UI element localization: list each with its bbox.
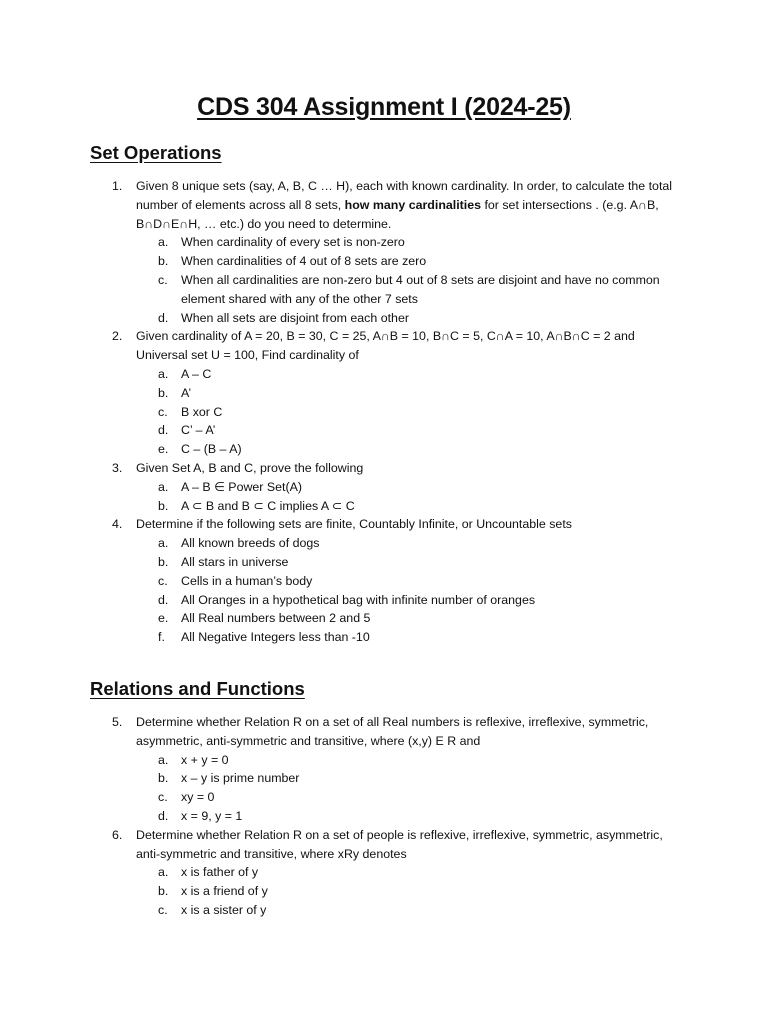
sub-question-text: When all sets are disjoint from each other	[181, 310, 409, 325]
question-text	[136, 329, 635, 362]
sub-question-letter: d.	[158, 310, 169, 325]
sub-question-item	[0, 628, 768, 647]
sub-question-item	[0, 591, 768, 610]
sub-question-letter: a.	[158, 752, 169, 767]
question-text-part: for set intersections . (e.g. A∩B, B∩D∩E∩H, … etc.) do you need to determine.	[136, 197, 659, 231]
question-number: 6.	[112, 827, 123, 842]
sub-question-letter: c.	[158, 790, 168, 805]
sub-question-letter: c.	[158, 272, 168, 287]
sub-question-text: C – (B – A)	[181, 442, 242, 457]
sub-question-letter: a.	[158, 536, 169, 551]
sub-question-text: A ⊂ B and B ⊂ C implies A ⊂ C	[181, 498, 355, 513]
sub-question-item	[0, 403, 768, 422]
sub-question-text: A – B ∈ Power Set(A)	[181, 479, 302, 494]
question-number: 5.	[112, 715, 123, 729]
sub-question-text: A – C	[181, 366, 212, 381]
sub-question-text: x – y is prime number	[181, 771, 300, 786]
sub-question-letter: f.	[158, 630, 165, 645]
question-item	[0, 713, 768, 751]
sub-question-letter: b.	[158, 498, 169, 513]
sub-question-item	[0, 751, 768, 770]
sub-question-item	[0, 384, 768, 403]
sub-question-text: xy = 0	[181, 790, 215, 805]
sub-question-item	[0, 769, 768, 788]
sub-question-letter: a.	[158, 366, 169, 381]
sub-question-text: x is a friend of y	[181, 884, 268, 899]
question-text	[136, 461, 363, 475]
question-list-set-operations	[0, 177, 768, 647]
sub-question-text: When all cardinalities are non-zero but 4 out of 8 sets are disjoint and have no common element shared with any of the other 7 sets	[181, 272, 660, 306]
question-number: 4.	[112, 517, 123, 532]
sub-question-item	[0, 440, 768, 459]
sub-question-letter: a.	[158, 479, 169, 494]
question-text	[136, 517, 572, 531]
sub-question-text: A’	[181, 385, 192, 400]
sub-question-item	[0, 882, 768, 901]
sub-question-letter: d.	[158, 592, 169, 607]
sub-question-item	[0, 233, 768, 252]
sub-question-item	[0, 309, 768, 328]
question-item	[0, 327, 768, 365]
sub-question-letter: c.	[158, 573, 168, 588]
document-title: CDS 304 Assignment I (2024-25)	[197, 93, 571, 121]
sub-question-letter: b.	[158, 554, 169, 569]
sub-question-letter: c.	[158, 902, 168, 917]
sub-question-text: x is a sister of y	[181, 902, 267, 917]
sub-question-item	[0, 553, 768, 572]
question-text	[136, 179, 672, 231]
question-item	[0, 459, 768, 478]
sub-question-letter: a.	[158, 235, 169, 250]
question-text-part: Given Set A, B and C, prove the following	[136, 460, 364, 475]
sub-question-text: When cardinalities of 4 out of 8 sets are zero	[181, 254, 427, 269]
sub-question-item	[0, 252, 768, 271]
question-number: 2.	[112, 329, 123, 344]
question-item	[0, 515, 768, 534]
question-text-part: Given 8 unique sets (say, A, B, C … H), each with known cardinality. In order, to calculate the total number of elements across all 8 sets,	[136, 179, 673, 212]
sub-question-letter: b.	[158, 884, 169, 899]
question-item	[0, 177, 768, 233]
question-text-part: Determine whether Relation R on a set of all Real numbers is reflexive, irreflexive, symmetric, asymmetric, anti-symmetric and transitive, where (x,y) E R and	[136, 715, 649, 748]
question-number: 1.	[112, 179, 123, 193]
question-item	[0, 826, 768, 864]
sub-question-text: Cells in a human’s body	[181, 573, 313, 588]
sub-question-item	[0, 497, 768, 516]
sub-question-text: All stars in universe	[181, 554, 289, 569]
sub-question-letter: b.	[158, 771, 169, 786]
section-heading-set-operations: Set Operations	[90, 142, 222, 163]
question-list-relations-functions	[0, 713, 768, 920]
sub-question-letter: a.	[158, 865, 169, 880]
sub-question-letter: b.	[158, 254, 169, 269]
question-text-emphasis: how many cardinalities	[344, 197, 482, 212]
question-text	[136, 715, 648, 748]
sub-question-letter: e.	[158, 611, 169, 626]
question-text-part: Determine if the following sets are finite, Countably Infinite, or Uncountable sets	[136, 517, 572, 532]
question-number: 3.	[112, 460, 123, 475]
question-text	[136, 828, 663, 861]
sub-question-item	[0, 478, 768, 497]
sub-question-item	[0, 365, 768, 384]
sub-question-item	[0, 534, 768, 553]
sub-question-letter: b.	[158, 385, 169, 400]
sub-question-letter: d.	[158, 808, 169, 823]
section-heading-relations-functions: Relations and Functions	[90, 678, 305, 699]
sub-question-text: C’ – A’	[181, 423, 216, 438]
sub-question-text: All known breeds of dogs	[181, 536, 320, 551]
sub-question-text: x + y = 0	[181, 752, 229, 767]
sub-question-text: All Oranges in a hypothetical bag with infinite number of oranges	[181, 592, 536, 607]
sub-question-letter: e.	[158, 442, 169, 457]
sub-question-item	[0, 572, 768, 591]
sub-question-text: B xor C	[181, 404, 223, 419]
question-text-part: Determine whether Relation R on a set of people is reflexive, irreflexive, symmetric, asymmetric, anti-symmetric and transitive, where xRy denotes	[136, 827, 663, 861]
sub-question-item	[0, 271, 768, 309]
sub-question-text: x = 9, y = 1	[181, 808, 243, 823]
sub-question-letter: d.	[158, 423, 169, 438]
sub-question-item	[0, 788, 768, 807]
sub-question-item	[0, 609, 768, 628]
sub-question-text: All Real numbers between 2 and 5	[181, 611, 371, 626]
sub-question-text: When cardinality of every set is non-zero	[181, 235, 405, 250]
sub-question-item	[0, 421, 768, 440]
sub-question-text: All Negative Integers less than -10	[181, 630, 370, 645]
sub-question-text: x is father of y	[181, 865, 259, 880]
sub-question-item	[0, 901, 768, 920]
question-text-part: Given cardinality of A = 20, B = 30, C = 25, A∩B = 10, B∩C = 5, C∩A = 10, A∩B∩C = 2 and Universal set U = 100, Find cardinality of	[136, 329, 635, 363]
sub-question-item	[0, 807, 768, 826]
sub-question-letter: c.	[158, 404, 168, 419]
sub-question-item	[0, 863, 768, 882]
